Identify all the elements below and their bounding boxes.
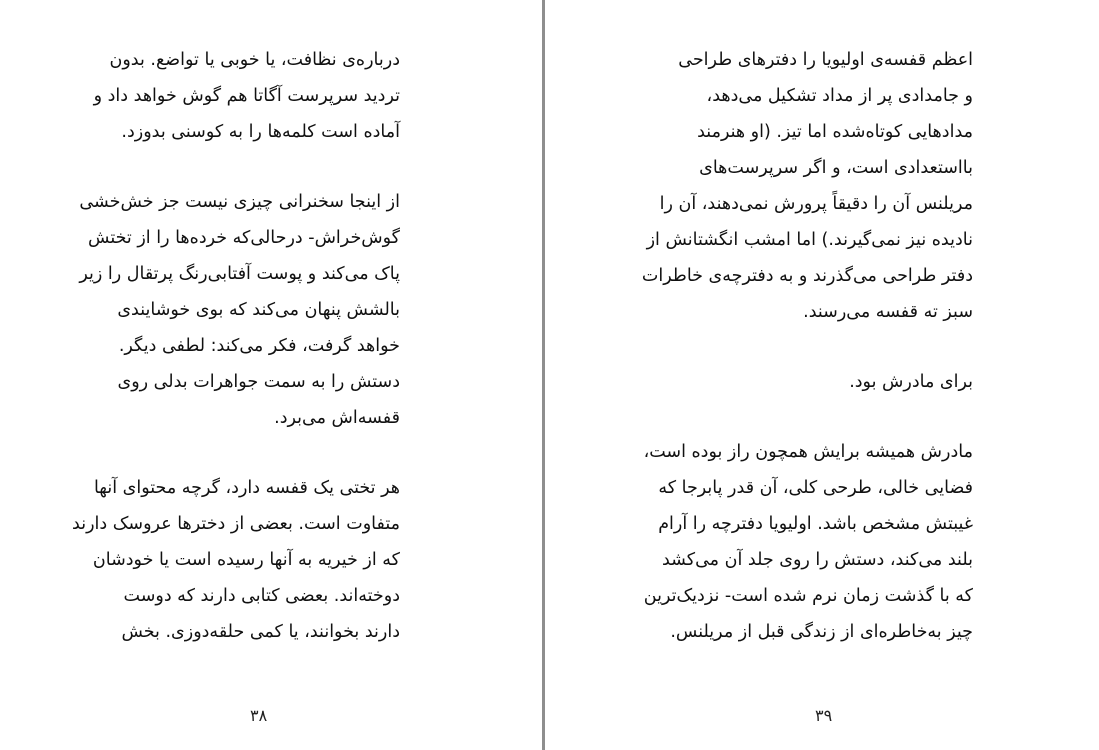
text-line: تردید سرپرست آگاتا هم گوش خواهد داد و [93, 86, 400, 106]
text-line: نادیده نیز نمی‌گیرند.) اما امشب انگشتانش از [646, 230, 973, 250]
text-line: مریلنس آن را دقیقاً پرورش نمی‌دهند، آن را [659, 194, 973, 214]
text-line: قفسه‌اش می‌برد. [274, 408, 400, 428]
text-line: خواهد گرفت، فکر می‌کند: لطفی دیگر. [118, 336, 400, 356]
text-line: سبز ته قفسه می‌رسند. [803, 302, 973, 322]
text-line: دستش را به سمت جواهرات بدلی روی [117, 372, 400, 392]
text-line: که از خیریه به آنها رسیده است یا خودشان [92, 550, 400, 570]
text-line: بلند می‌کند، دستش را روی جلد آن می‌کشد [661, 550, 973, 570]
text-line: برای مادرش بود. [849, 372, 973, 392]
right-page [545, 0, 1099, 750]
text-line: و جامدادی پر از مداد تشکیل می‌دهد، [706, 86, 973, 106]
right-page-text [642, 42, 973, 650]
left-page-text [72, 42, 400, 650]
text-line: دفتر طراحی می‌گذرند و به دفترچه‌ی خاطرات [641, 266, 973, 286]
page-number: ۳۹ [815, 706, 833, 725]
text-line: فضایی خالی، طرحی کلی، آن قدر پابرجا که [658, 478, 973, 498]
left-page [0, 0, 543, 750]
text-line: متفاوت است. بعضی از دخترها عروسک دارند [72, 514, 400, 534]
text-line: پاک می‌کند و پوست آفتابی‌رنگ پرتقال را زیر [79, 264, 400, 284]
text-line: هر تختی یک قفسه دارد، گرچه محتوای آنها [93, 478, 400, 498]
text-line: آماده است کلمه‌ها را به کوسنی بدوزد. [121, 122, 400, 142]
text-line: دوخته‌اند. بعضی کتابی دارند که دوست [123, 586, 400, 606]
text-line: اعظم قفسه‌ی اولیویا را دفترهای طراحی [678, 50, 973, 70]
text-line: گوش‌خراش- درحالی‌که خرده‌ها را از تختش [88, 228, 400, 248]
text-line: غیبتش مشخص باشد. اولیویا دفترچه را آرام [658, 514, 973, 534]
text-line: از اینجا سخنرانی چیزی نیست جز خش‌خشی [79, 192, 400, 212]
text-line: مادرش همیشه برایش همچون راز بوده است، [643, 442, 973, 462]
text-line: درباره‌ی نظافت، یا خوبی یا تواضع. بدون [109, 50, 400, 70]
text-line: بااستعدادی است، و اگر سرپرست‌های [699, 158, 973, 178]
page-number: ۳۸ [250, 706, 268, 725]
text-line: که با گذشت زمان نرم شده است- نزدیک‌ترین [643, 586, 973, 606]
text-line: مدادهایی کوتاه‌شده اما تیز. (او هنرمند [697, 122, 973, 142]
text-line: بالشش پنهان می‌کند که بوی خوشایندی [117, 300, 400, 320]
text-line: چیز به‌خاطره‌ای از زندگی قبل از مریلنس. [670, 622, 973, 642]
text-line: دارند بخوانند، یا کمی حلقه‌دوزی. بخش [121, 622, 400, 642]
